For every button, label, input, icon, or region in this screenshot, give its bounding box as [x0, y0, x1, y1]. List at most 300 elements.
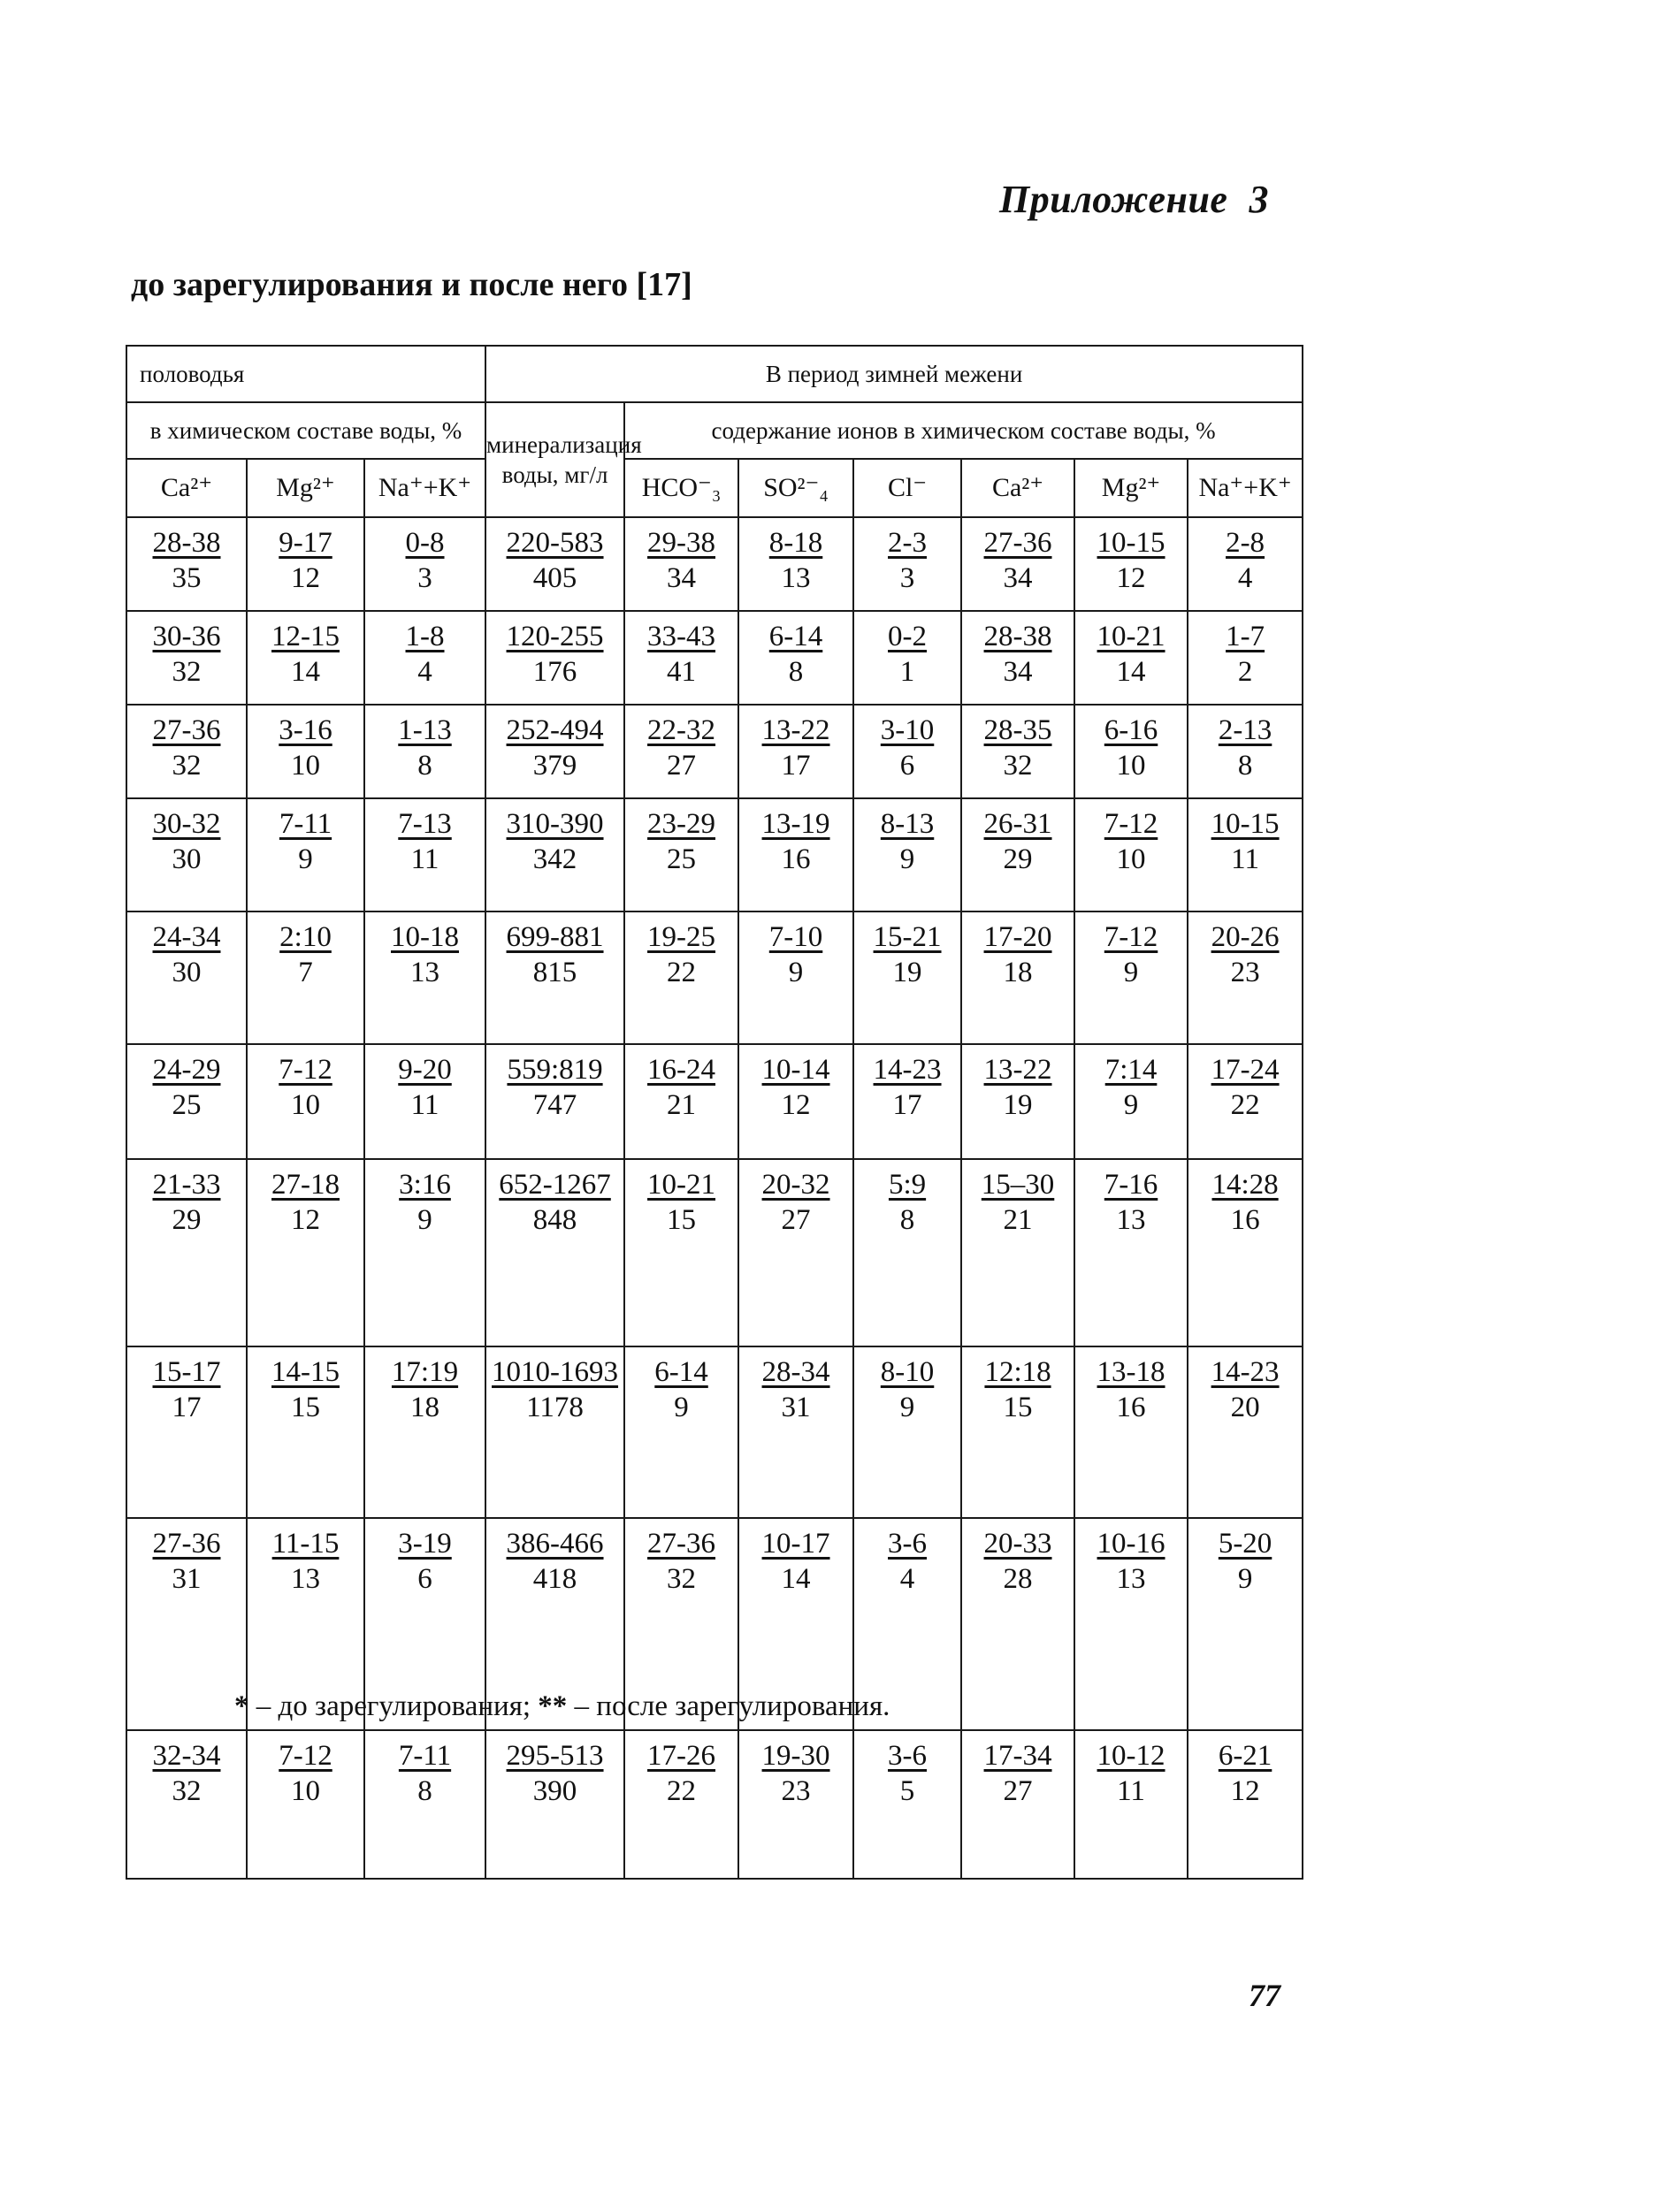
table-cell	[1074, 798, 1188, 911]
value-range: 14-15	[271, 1356, 340, 1388]
table-cell	[738, 1044, 853, 1159]
value-mean: 32	[172, 750, 202, 782]
flood-mg-column-header: Mg²⁺	[247, 459, 364, 517]
value-mean: 27	[1003, 1775, 1033, 1807]
table-row	[126, 911, 1303, 1044]
table-cell	[738, 1730, 853, 1879]
value-range: 19-25	[647, 921, 716, 953]
table-cell	[126, 705, 247, 798]
value-mean: 10	[1116, 750, 1146, 782]
table-cell	[364, 1346, 485, 1518]
value-mean: 17	[172, 1392, 202, 1423]
table-cell	[247, 1730, 364, 1879]
table-cell	[485, 911, 624, 1044]
value-mean: 3	[899, 562, 915, 594]
table-cell	[126, 1159, 247, 1346]
value-range: 14-23	[1211, 1356, 1280, 1388]
value-range: 17-20	[983, 921, 1052, 953]
value-range: 386-466	[506, 1528, 604, 1560]
value-range: 24-29	[152, 1054, 221, 1086]
value-range: 310-390	[506, 808, 604, 840]
table-cell	[485, 798, 624, 911]
table-cell	[126, 517, 247, 611]
table-cell	[247, 911, 364, 1044]
appendix-title	[999, 177, 1269, 222]
winter-na-k-column-header: Na⁺+K⁺	[1188, 459, 1303, 517]
flood-na-k-column-header: Na⁺+K⁺	[364, 459, 485, 517]
value-range: 29-38	[647, 527, 716, 559]
table-cell	[1188, 911, 1303, 1044]
value-range: 23-29	[647, 808, 716, 840]
table-cell	[126, 1518, 247, 1730]
value-range: 30-32	[152, 808, 221, 840]
value-mean: 22	[667, 1775, 697, 1807]
value-mean: 34	[667, 562, 697, 594]
table-cell	[738, 798, 853, 911]
table-cell	[738, 611, 853, 705]
value-mean: 30	[172, 957, 202, 988]
table-cell	[1074, 1346, 1188, 1518]
header-row-captions	[126, 402, 1303, 459]
value-mean: 19	[892, 957, 922, 988]
value-range: 32-34	[152, 1740, 221, 1772]
footnote-text-after: – после зарегулирования.	[567, 1690, 890, 1722]
value-mean: 20	[1230, 1392, 1260, 1423]
hydrochemistry-table	[126, 345, 1303, 1880]
value-mean: 4	[417, 656, 432, 688]
value-mean: 1	[899, 656, 915, 688]
value-range: 5:9	[888, 1169, 927, 1201]
table-cell	[853, 705, 961, 798]
value-mean: 13	[410, 957, 440, 988]
value-mean: 32	[172, 1775, 202, 1807]
value-mean: 9	[899, 1392, 915, 1423]
value-mean: 12	[1230, 1775, 1260, 1807]
value-mean: 9	[899, 843, 915, 875]
table-cell	[961, 911, 1074, 1044]
winter-ions-caption: содержание ионов в химическом составе воды, %	[624, 402, 1303, 459]
value-range: 2-8	[1226, 527, 1265, 559]
value-mean: 16	[781, 843, 811, 875]
value-mean: 14	[291, 656, 320, 688]
value-range: 28-34	[761, 1356, 830, 1388]
value-range: 295-513	[506, 1740, 604, 1772]
value-mean: 8	[1237, 750, 1253, 782]
value-range: 12:18	[984, 1356, 1051, 1388]
value-range: 2-3	[888, 527, 928, 559]
value-range: 21-33	[152, 1169, 221, 1201]
table-cell	[364, 517, 485, 611]
appendix-number: 3	[1249, 178, 1269, 221]
table-cell	[961, 1730, 1074, 1879]
table-cell	[961, 1044, 1074, 1159]
table-cell	[961, 611, 1074, 705]
table-cell	[853, 1159, 961, 1346]
value-range: 252-494	[506, 714, 604, 746]
table-cell	[853, 1346, 961, 1518]
value-mean: 31	[781, 1392, 811, 1423]
value-range: 6-14	[768, 621, 823, 652]
table-cell	[1188, 611, 1303, 705]
value-range: 16-24	[647, 1054, 716, 1086]
value-mean: 6	[899, 750, 915, 782]
value-range: 7-12	[1104, 808, 1158, 840]
value-mean: 14	[781, 1563, 811, 1595]
value-range: 5-20	[1218, 1528, 1272, 1560]
value-mean: 10	[1116, 843, 1146, 875]
value-mean: 8	[788, 656, 804, 688]
table-cell	[1074, 1730, 1188, 1879]
table-cell	[1188, 705, 1303, 798]
value-range: 14-23	[873, 1054, 942, 1086]
flood-ions-caption: в химическом составе воды, %	[126, 402, 485, 459]
footnote	[234, 1690, 890, 1723]
table-cell	[738, 1346, 853, 1518]
table-cell	[961, 1518, 1074, 1730]
value-range: 3-16	[279, 714, 332, 746]
value-mean: 34	[1003, 562, 1033, 594]
value-range: 15–30	[981, 1169, 1055, 1201]
table-cell	[364, 1730, 485, 1879]
value-range: 10-17	[761, 1528, 830, 1560]
table-cell	[247, 1044, 364, 1159]
value-range: 14:28	[1211, 1169, 1279, 1201]
value-mean: 418	[532, 1563, 577, 1595]
value-range: 28-38	[983, 621, 1052, 652]
table-row	[126, 798, 1303, 911]
value-mean: 21	[667, 1089, 697, 1121]
value-mean: 16	[1116, 1392, 1146, 1423]
winter-group-header: В период зимней межени	[485, 346, 1303, 402]
value-range: 559:819	[507, 1054, 603, 1086]
table-cell	[624, 517, 738, 611]
value-range: 24-34	[152, 921, 221, 953]
appendix-label: Приложение	[999, 178, 1228, 221]
value-mean: 10	[291, 1089, 320, 1121]
value-range: 27-36	[983, 527, 1052, 559]
table-cell	[1188, 1159, 1303, 1346]
table-cell	[624, 1044, 738, 1159]
value-range: 13-19	[761, 808, 830, 840]
table-cell	[1188, 1518, 1303, 1730]
value-mean: 8	[417, 750, 432, 782]
value-range: 2-13	[1218, 714, 1272, 746]
value-range: 26-31	[983, 808, 1052, 840]
table-cell	[364, 1044, 485, 1159]
value-mean: 7	[298, 957, 313, 988]
value-range: 22-32	[647, 714, 716, 746]
table-cell	[1074, 1044, 1188, 1159]
value-mean: 13	[291, 1563, 320, 1595]
value-range: 17-24	[1211, 1054, 1280, 1086]
value-mean: 17	[781, 750, 811, 782]
value-mean: 32	[667, 1563, 697, 1595]
table-cell	[1074, 1518, 1188, 1730]
value-range: 10-15	[1211, 808, 1280, 840]
value-mean: 22	[667, 957, 697, 988]
value-range: 9-17	[279, 527, 332, 559]
value-mean: 25	[172, 1089, 202, 1121]
table-cell	[126, 798, 247, 911]
value-range: 2:10	[279, 921, 332, 953]
value-mean: 4	[1237, 562, 1253, 594]
table-cell	[1188, 798, 1303, 911]
table-cell	[853, 1044, 961, 1159]
value-range: 7-16	[1104, 1169, 1158, 1201]
table-row	[126, 517, 1303, 611]
value-mean: 8	[417, 1775, 432, 1807]
table-row	[126, 611, 1303, 705]
value-range: 15-21	[873, 921, 942, 953]
value-range: 3-19	[398, 1528, 452, 1560]
value-mean: 12	[291, 562, 320, 594]
table-cell	[364, 1159, 485, 1346]
table-cell	[485, 611, 624, 705]
table-cell	[364, 798, 485, 911]
value-mean: 12	[1116, 562, 1146, 594]
value-mean: 9	[674, 1392, 689, 1423]
value-mean: 4	[899, 1563, 915, 1595]
value-mean: 9	[1237, 1563, 1253, 1595]
page-number: 77	[1249, 1978, 1280, 2013]
value-range: 8-13	[880, 808, 935, 840]
value-range: 7-12	[279, 1054, 332, 1086]
table-cell	[853, 1730, 961, 1879]
value-range: 652-1267	[499, 1169, 611, 1201]
value-mean: 390	[532, 1775, 577, 1807]
table-cell	[738, 1159, 853, 1346]
value-mean: 8	[899, 1204, 915, 1236]
flood-ca-column-header: Ca²⁺	[126, 459, 247, 517]
table-cell	[126, 1346, 247, 1518]
value-mean: 28	[1003, 1563, 1033, 1595]
value-mean: 41	[667, 656, 697, 688]
table-cell	[1188, 1044, 1303, 1159]
value-mean: 379	[532, 750, 577, 782]
value-mean: 32	[172, 656, 202, 688]
table-cell	[126, 1044, 247, 1159]
table-cell	[126, 611, 247, 705]
table-row	[126, 1044, 1303, 1159]
value-mean: 815	[532, 957, 577, 988]
table-cell	[853, 911, 961, 1044]
table-cell	[247, 611, 364, 705]
winter-hco3-column-header: HCO⁻₃	[624, 459, 738, 517]
table-body	[126, 346, 1303, 1879]
table-cell	[738, 911, 853, 1044]
value-mean: 34	[1003, 656, 1033, 688]
value-range: 20-33	[983, 1528, 1052, 1560]
table-cell	[1074, 1159, 1188, 1346]
value-range: 17-26	[647, 1740, 716, 1772]
table-cell	[1188, 517, 1303, 611]
table-cell	[1074, 611, 1188, 705]
value-range: 10-21	[1097, 621, 1165, 652]
value-range: 30-36	[152, 621, 221, 652]
value-mean: 15	[1003, 1392, 1033, 1423]
value-mean: 27	[781, 1204, 811, 1236]
table-cell	[853, 517, 961, 611]
value-mean: 9	[1123, 957, 1139, 988]
table-cell	[1188, 1730, 1303, 1879]
value-mean: 23	[1230, 957, 1260, 988]
value-range: 7-12	[1104, 921, 1158, 953]
value-range: 9-20	[398, 1054, 452, 1086]
value-range: 3:16	[399, 1169, 451, 1201]
mineralization-caption: минерализация воды, мг/л	[485, 402, 624, 517]
value-mean: 11	[410, 843, 439, 875]
value-mean: 17	[892, 1089, 922, 1121]
value-range: 3-6	[888, 1740, 928, 1772]
value-range: 27-36	[152, 1528, 221, 1560]
table-cell	[247, 798, 364, 911]
winter-so4-column-header: SO²⁻₄	[738, 459, 853, 517]
value-mean: 9	[298, 843, 313, 875]
table-cell	[247, 1346, 364, 1518]
value-mean: 342	[532, 843, 577, 875]
value-mean: 29	[1003, 843, 1033, 875]
value-mean: 21	[1003, 1204, 1033, 1236]
value-range: 10-21	[647, 1169, 716, 1201]
table-cell	[126, 911, 247, 1044]
table-cell	[961, 1159, 1074, 1346]
table-row	[126, 1159, 1303, 1346]
value-range: 6-14	[654, 1356, 708, 1388]
value-mean: 13	[1116, 1204, 1146, 1236]
table-cell	[624, 911, 738, 1044]
value-mean: 27	[667, 750, 697, 782]
value-range: 1010-1693	[492, 1356, 619, 1388]
value-range: 10-14	[761, 1054, 830, 1086]
table-row	[126, 705, 1303, 798]
value-range: 13-22	[761, 714, 830, 746]
value-mean: 10	[291, 750, 320, 782]
table-row	[126, 1346, 1303, 1518]
value-mean: 9	[417, 1204, 432, 1236]
value-range: 8-10	[880, 1356, 935, 1388]
value-mean: 13	[781, 562, 811, 594]
value-range: 20-32	[761, 1169, 830, 1201]
winter-mg-column-header: Mg²⁺	[1074, 459, 1188, 517]
value-mean: 848	[532, 1204, 577, 1236]
table-cell	[364, 705, 485, 798]
value-mean: 747	[532, 1089, 577, 1121]
value-range: 10-18	[391, 921, 460, 953]
winter-cl-column-header: Cl⁻	[853, 459, 961, 517]
table-cell	[1074, 911, 1188, 1044]
value-range: 11-15	[271, 1528, 340, 1560]
value-range: 10-12	[1097, 1740, 1165, 1772]
value-mean: 12	[781, 1089, 811, 1121]
value-range: 0-8	[405, 527, 445, 559]
value-mean: 29	[172, 1204, 202, 1236]
table-cell	[624, 1159, 738, 1346]
value-range: 1-13	[398, 714, 452, 746]
value-mean: 3	[417, 562, 432, 594]
value-range: 27-36	[152, 714, 221, 746]
value-mean: 13	[1116, 1563, 1146, 1595]
table-cell	[126, 1730, 247, 1879]
footnote-mark-before: *	[234, 1690, 249, 1722]
value-range: 28-35	[983, 714, 1052, 746]
value-mean: 9	[1123, 1089, 1139, 1121]
value-range: 7-11	[398, 1740, 452, 1772]
table-cell	[738, 705, 853, 798]
table-row	[126, 1730, 1303, 1879]
value-mean: 5	[899, 1775, 915, 1807]
table-cell	[624, 611, 738, 705]
value-mean: 9	[788, 957, 804, 988]
value-range: 3-10	[880, 714, 935, 746]
value-mean: 11	[1231, 843, 1259, 875]
value-mean: 31	[172, 1563, 202, 1595]
value-range: 0-2	[888, 621, 928, 652]
table-cell	[1074, 705, 1188, 798]
value-mean: 15	[291, 1392, 320, 1423]
table-cell	[961, 798, 1074, 911]
value-mean: 1178	[526, 1392, 584, 1423]
table-cell	[485, 1159, 624, 1346]
table-cell	[485, 1346, 624, 1518]
value-mean: 15	[667, 1204, 697, 1236]
value-range: 33-43	[647, 621, 716, 652]
value-mean: 25	[667, 843, 697, 875]
table-cell	[961, 1346, 1074, 1518]
table-cell	[485, 1044, 624, 1159]
footnote-mark-after: **	[538, 1690, 568, 1722]
value-mean: 32	[1003, 750, 1033, 782]
value-range: 20-26	[1211, 921, 1280, 953]
value-range: 28-38	[152, 527, 221, 559]
value-range: 1-7	[1226, 621, 1265, 652]
flood-group-header: половодья	[126, 346, 485, 402]
value-range: 7-11	[279, 808, 332, 840]
value-mean: 22	[1230, 1089, 1260, 1121]
value-range: 699-881	[506, 921, 604, 953]
value-range: 27-18	[271, 1169, 340, 1201]
value-range: 6-21	[1218, 1740, 1272, 1772]
value-range: 220-583	[506, 527, 604, 559]
value-mean: 2	[1237, 656, 1253, 688]
table-cell	[853, 798, 961, 911]
value-range: 13-22	[983, 1054, 1052, 1086]
value-range: 12-15	[271, 621, 340, 652]
value-mean: 23	[781, 1775, 811, 1807]
value-range: 10-16	[1097, 1528, 1165, 1560]
value-mean: 16	[1230, 1204, 1260, 1236]
table-cell	[247, 705, 364, 798]
table-cell	[624, 798, 738, 911]
table-cell	[364, 611, 485, 705]
value-range: 7-10	[768, 921, 823, 953]
table-cell	[624, 1730, 738, 1879]
value-range: 7-13	[398, 808, 452, 840]
table-cell	[624, 705, 738, 798]
table-cell	[738, 517, 853, 611]
table-cell	[961, 517, 1074, 611]
value-mean: 18	[410, 1392, 440, 1423]
value-mean: 12	[291, 1204, 320, 1236]
value-range: 17-34	[983, 1740, 1052, 1772]
table-cell	[364, 911, 485, 1044]
value-mean: 19	[1003, 1089, 1033, 1121]
header-row-groups	[126, 346, 1303, 402]
value-range: 17:19	[391, 1356, 459, 1388]
table-cell	[485, 517, 624, 611]
value-mean: 6	[417, 1563, 432, 1595]
table-cell	[247, 517, 364, 611]
value-range: 19-30	[761, 1740, 830, 1772]
